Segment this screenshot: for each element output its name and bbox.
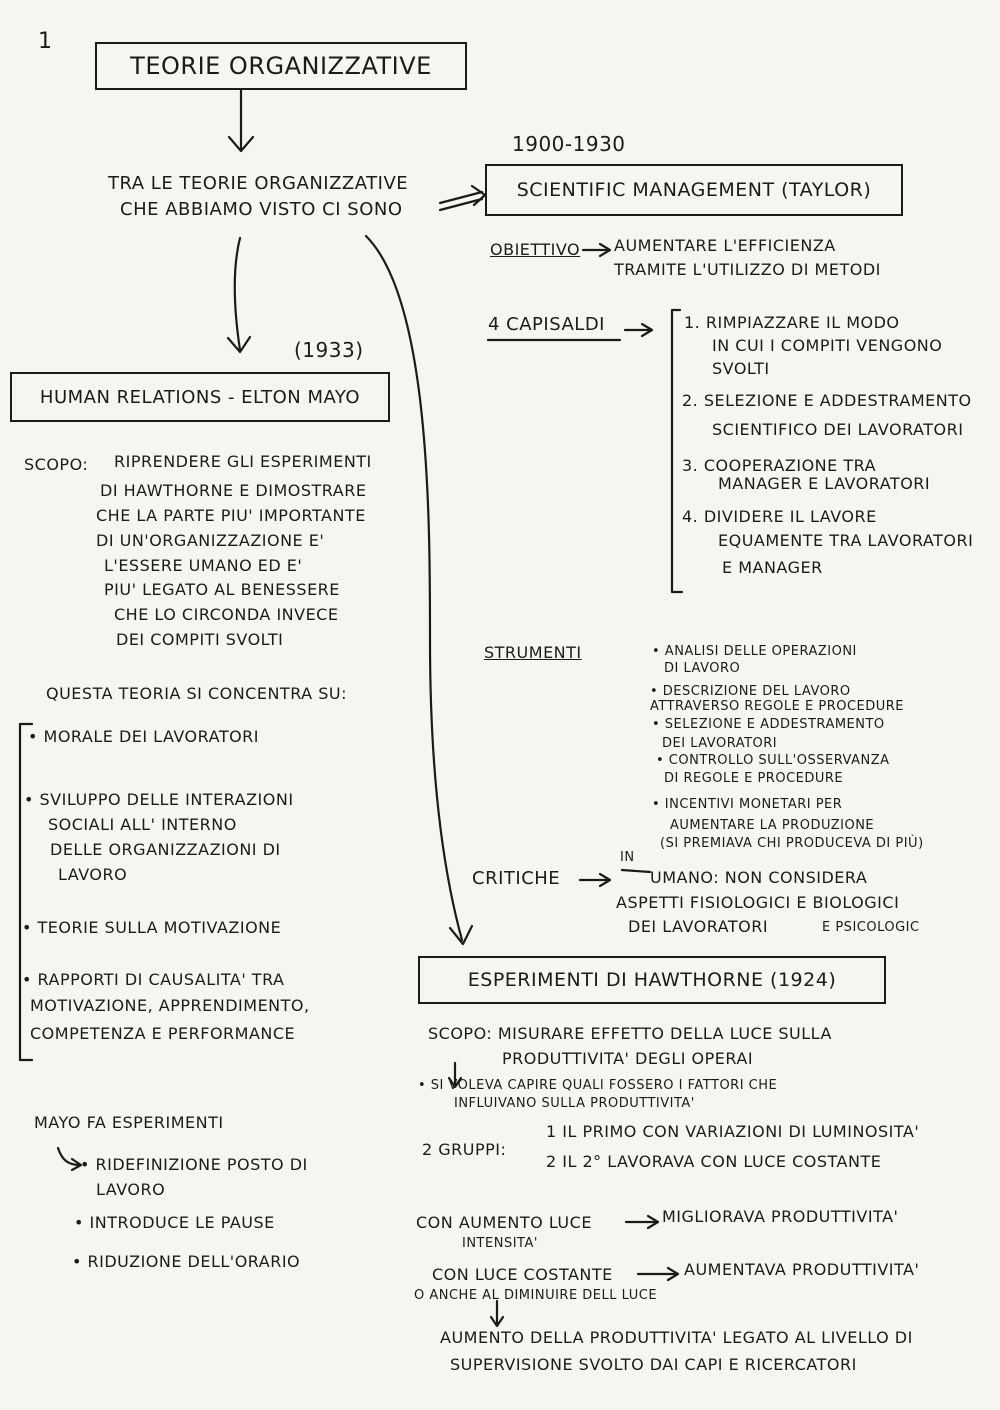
aumento-line-1: CON AUMENTO LUCE <box>416 1213 592 1232</box>
human-scopo-line-3: CHE LA PARTE PIU' IMPORTANTE <box>96 506 366 525</box>
focus-2-line-1: • SVILUPPO DELLE INTERAZIONI <box>24 790 294 809</box>
intro-line-2: CHE ABBIAMO VISTO CI SONO <box>120 199 403 220</box>
scientific-period: 1900-1930 <box>512 132 626 156</box>
strumento-5-line-2: AUMENTARE LA PRODUZIONE <box>670 818 875 833</box>
focus-2-line-4: LAVORO <box>58 865 128 884</box>
mayo-item-1-line-1: • RIDEFINIZIONE POSTO DI <box>80 1155 308 1174</box>
arrow-to-hawthorne <box>366 236 462 940</box>
capisaldo-1-line-3: SVOLTI <box>712 359 770 378</box>
obiettivo-line-1: AUMENTARE L'EFFICIENZA <box>614 236 836 255</box>
hawthorne-scopo-line-1: SCOPO: MISURARE EFFETTO DELLA LUCE SULLA <box>428 1024 832 1043</box>
focus-3-line-1: • TEORIE SULLA MOTIVAZIONE <box>22 918 282 937</box>
hawthorne-title-box: ESPERIMENTI DI HAWTHORNE (1924) <box>418 956 886 1004</box>
hawthorne-note-line-2: INFLUIVANO SULLA PRODUTTIVITA' <box>454 1096 695 1111</box>
hawthorne-scopo-line-2: PRODUTTIVITA' DEGLI OPERAI <box>502 1049 754 1068</box>
bracket-capisaldi <box>672 310 682 592</box>
strumento-1-line-2: DI LAVORO <box>664 661 741 676</box>
critiche-extra: E PSICOLOGIC <box>822 920 920 935</box>
gruppo-1: 1 IL PRIMO CON VARIAZIONI DI LUMINOSITA' <box>546 1122 920 1141</box>
focus-4-line-3: COMPETENZA E PERFORMANCE <box>30 1024 296 1043</box>
strumento-4-line-1: • CONTROLLO SULL'OSSERVANZA <box>656 753 890 768</box>
critiche-label: CRITICHE <box>472 868 561 889</box>
diminuire-line: O ANCHE AL DIMINUIRE DELL LUCE <box>414 1288 658 1303</box>
human-scopo-line-4: DI UN'ORGANIZZAZIONE E' <box>96 531 325 550</box>
human-scopo-line-1: RIPRENDERE GLI ESPERIMENTI <box>114 452 372 471</box>
obiettivo-line-2: TRAMITE L'UTILIZZO DI METODI <box>614 260 881 279</box>
capisaldo-1-line-2: IN CUI I COMPITI VENGONO <box>712 336 943 355</box>
focus-4-line-2: MOTIVAZIONE, APPRENDIMENTO, <box>30 996 310 1015</box>
human-scopo-line-6: PIU' LEGATO AL BENESSERE <box>104 580 340 599</box>
strumento-1-line-1: • ANALISI DELLE OPERAZIONI <box>652 644 857 659</box>
strumento-2-line-1: • DESCRIZIONE DEL LAVORO <box>650 684 851 699</box>
obiettivo-label: OBIETTIVO <box>490 240 581 259</box>
hawthorne-note-line-1: • SI VOLEVA CAPIRE QUALI FOSSERO I FATTORI CHE <box>418 1078 778 1093</box>
mayo-item-1-line-2: LAVORO <box>96 1180 166 1199</box>
strumento-4-line-2: DI REGOLE E PROCEDURE <box>664 771 844 786</box>
aumento-result: MIGLIORAVA PRODUTTIVITA' <box>662 1207 899 1226</box>
aumento-line-2: INTENSITA' <box>462 1236 538 1251</box>
costante-line: CON LUCE COSTANTE <box>432 1265 613 1284</box>
capisaldi-label: 4 CAPISALDI <box>488 314 605 335</box>
strumenti-label: STRUMENTI <box>484 643 582 662</box>
capisaldo-3-line-1: 3. COOPERAZIONE TRA <box>682 456 877 475</box>
strumento-5-line-3: (SI PREMIAVA CHI PRODUCEVA DI PIÙ) <box>660 836 924 851</box>
critiche-line-3: DEI LAVORATORI <box>628 917 769 936</box>
strumento-3-line-2: DEI LAVORATORI <box>662 736 778 751</box>
intro-line-1: TRA LE TEORIE ORGANIZZATIVE <box>108 173 409 194</box>
gruppo-2: 2 IL 2° LAVORAVA CON LUCE COSTANTE <box>546 1152 882 1171</box>
human-year: (1933) <box>294 338 364 362</box>
critiche-line-2: ASPETTI FISIOLOGICI E BIOLOGICI <box>616 893 900 912</box>
mayo-item-3-line-1: • RIDUZIONE DELL'ORARIO <box>72 1252 301 1271</box>
page-number: 1 <box>38 29 53 54</box>
mayo-label: MAYO FA ESPERIMENTI <box>34 1113 224 1132</box>
human-title-box: HUMAN RELATIONS - ELTON MAYO <box>10 372 390 422</box>
gruppi-label: 2 GRUPPI: <box>422 1140 507 1159</box>
capisaldo-4-line-2: EQUAMENTE TRA LAVORATORI <box>718 531 974 550</box>
strumento-3-line-1: • SELEZIONE E ADDESTRAMENTO <box>652 717 885 732</box>
focus-1-line-1: • MORALE DEI LAVORATORI <box>28 727 260 746</box>
capisaldo-2-line-2: SCIENTIFICO DEI LAVORATORI <box>712 420 964 439</box>
title-box: TEORIE ORGANIZZATIVE <box>95 42 467 90</box>
human-scopo-line-8: DEI COMPITI SVOLTI <box>116 630 284 649</box>
capisaldo-3-line-2: MANAGER E LAVORATORI <box>718 474 931 493</box>
human-scopo-line-7: CHE LO CIRCONDA INVECE <box>114 605 339 624</box>
capisaldo-1-line-1: 1. RIMPIAZZARE IL MODO <box>684 313 900 332</box>
human-scopo-line-5: L'ESSERE UMANO ED E' <box>104 556 303 575</box>
human-scopo-label: SCOPO: <box>24 455 89 474</box>
capisaldo-2-line-1: 2. SELEZIONE E ADDESTRAMENTO <box>682 391 972 410</box>
capisaldo-4-line-1: 4. DIVIDERE IL LAVORE <box>682 507 877 526</box>
focus-2-line-2: SOCIALI ALL' INTERNO <box>48 815 237 834</box>
focus-4-line-1: • RAPPORTI DI CAUSALITA' TRA <box>22 970 285 989</box>
strumento-5-line-1: • INCENTIVI MONETARI PER <box>652 797 843 812</box>
critiche-line-1: UMANO: NON CONSIDERA <box>650 868 868 887</box>
mayo-item-2-line-1: • INTRODUCE LE PAUSE <box>74 1213 275 1232</box>
scientific-title-box: SCIENTIFIC MANAGEMENT (TAYLOR) <box>485 164 903 216</box>
human-scopo-line-2: DI HAWTHORNE E DIMOSTRARE <box>100 481 367 500</box>
conclusione-line-1: AUMENTO DELLA PRODUTTIVITA' LEGATO AL LIVELLO DI <box>440 1328 913 1347</box>
critiche-in: IN <box>620 850 635 865</box>
conclusione-line-2: SUPERVISIONE SVOLTO DAI CAPI E RICERCATORI <box>450 1355 857 1374</box>
arrow-to-human <box>235 238 240 350</box>
strumento-2-line-2: ATTRAVERSO REGOLE E PROCEDURE <box>650 699 905 714</box>
costante-result: AUMENTAVA PRODUTTIVITA' <box>684 1260 920 1279</box>
focus-2-line-3: DELLE ORGANIZZAZIONI DI <box>50 840 281 859</box>
capisaldo-4-line-3: E MANAGER <box>722 558 823 577</box>
focus-intro: QUESTA TEORIA SI CONCENTRA SU: <box>46 684 347 703</box>
